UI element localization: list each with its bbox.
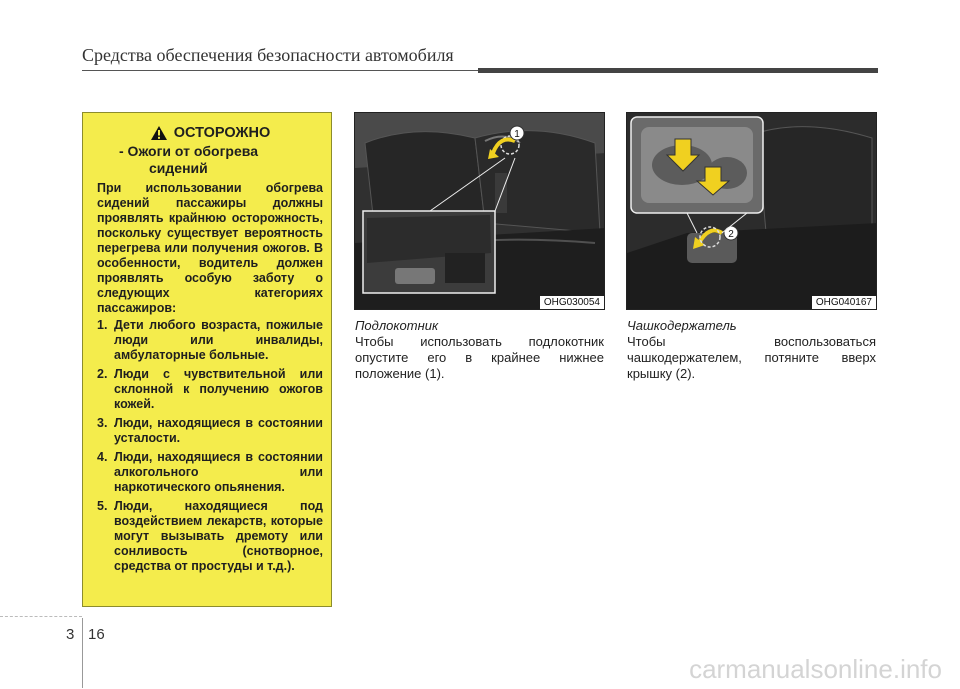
list-item-number: 1. <box>97 318 108 332</box>
armrest-image-code: OHG030054 <box>540 296 604 309</box>
list-item <box>97 367 323 412</box>
list-item <box>97 450 323 495</box>
warning-list <box>97 318 323 574</box>
footer-dashed-rule <box>0 616 82 617</box>
list-item-text: Люди, находящиеся в состоянии усталости. <box>114 416 323 445</box>
list-item-text: Люди, находящиеся под воздействием лекарств, которые могут вызывать дремоту или сонливость (снотворное, средства от простуды и т.д.). <box>114 499 323 573</box>
list-item <box>97 318 323 363</box>
warning-subtitle-line1: - Ожоги от обогрева <box>119 143 258 159</box>
section-number: 3 <box>66 626 75 643</box>
armrest-photo <box>354 112 605 310</box>
list-item-number: 4. <box>97 450 108 464</box>
cupholder-image-code: OHG040167 <box>812 296 876 309</box>
header-divider-bold <box>478 68 878 73</box>
warning-triangle-icon <box>150 125 168 141</box>
cupholder-callout: 2 <box>728 229 734 240</box>
armrest-title: Подлокотник <box>355 318 439 333</box>
page-header-title: Средства обеспечения безопасности автомобиля <box>82 45 454 65</box>
warning-box <box>82 112 332 607</box>
list-item-text: Люди с чувствительной или склонной к получению ожогов кожей. <box>114 367 323 411</box>
list-item <box>97 499 323 574</box>
list-item-number: 5. <box>97 499 108 513</box>
warning-heading-text: ОСТОРОЖНО <box>173 124 271 141</box>
list-item-number: 3. <box>97 416 108 430</box>
warning-heading <box>97 125 323 141</box>
warning-subtitle <box>97 143 323 177</box>
footer-divider <box>82 618 83 688</box>
armrest-callout: 1 <box>514 129 520 140</box>
list-item-number: 2. <box>97 367 108 381</box>
cupholder-title: Чашкодержатель <box>627 318 737 333</box>
armrest-text: Чтобы использовать подлокотник опустите его в крайнее нижнее положение (1). <box>355 334 604 381</box>
cupholder-photo <box>626 112 877 310</box>
warning-subtitle-line2: сидений <box>149 160 208 176</box>
warning-intro: При использовании обогрева сидений пассажиры должны проявлять крайнюю осторожность, поскольку существует вероятность перегрева или получения ожогов. В особенности, водитель должен проявлять особую заботу о следующих категориях пассажиров: <box>97 181 323 315</box>
watermark: carmanualsonline.info <box>689 654 942 684</box>
list-item-text: Люди, находящиеся в состоянии алкогольного или наркотического опьянения. <box>114 450 323 494</box>
cupholder-text: Чтобы воспользоваться чашкодержателем, потяните вверх крышку (2). <box>627 334 876 381</box>
page-number: 16 <box>88 626 105 643</box>
list-item <box>97 416 323 446</box>
list-item-text: Дети любого возраста, пожилые люди или инвалиды, амбулаторные больные. <box>114 318 323 362</box>
